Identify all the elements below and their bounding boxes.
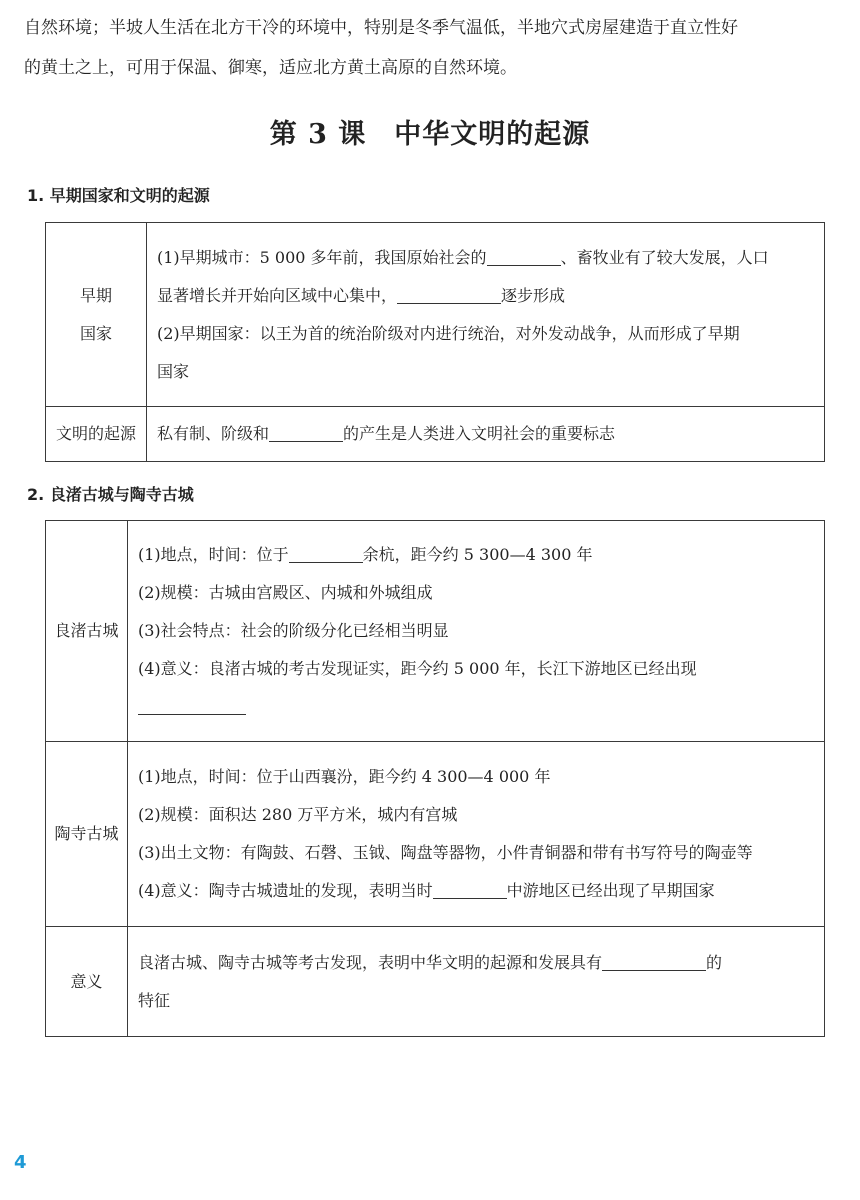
row-label-significance: 意义 bbox=[46, 927, 128, 1037]
table-row-liangzhu bbox=[46, 521, 825, 742]
civilization-text-a: 私有制、阶级和 bbox=[157, 424, 270, 443]
row-label-line-2: 国家 bbox=[79, 323, 112, 343]
liangzhu-item-4: (4)意义：良渚古城的考古发现证实，距今约 5 000 年，长江下游地区已经出现 bbox=[138, 659, 697, 678]
significance-text-b: 的 bbox=[706, 952, 723, 972]
liangzhu-item-1a: (1)地点，时间：位于 bbox=[138, 545, 289, 564]
significance-text-a: 良渚古城、陶寺古城等考古发现，表明中华文明的起源和发展具有 bbox=[138, 952, 603, 972]
fill-blank[interactable] bbox=[602, 954, 706, 971]
fill-blank[interactable] bbox=[289, 546, 363, 563]
significance-text-c: 特征 bbox=[138, 990, 171, 1010]
lesson-title: 第 3 课 中华文明的起源 bbox=[269, 119, 591, 150]
liangzhu-item-2: (2)规模：古城由宫殿区、内城和外城组成 bbox=[138, 583, 433, 602]
row-label-civilization: 文明的起源 bbox=[46, 407, 147, 462]
item-early-city-c: 显著增长并开始向区域中心集中， bbox=[157, 285, 398, 305]
section-2-heading: 2. 良渚古城与陶寺古城 bbox=[27, 485, 194, 504]
item-early-city-a: (1)早期城市：5 000 多年前，我国原始社会的 bbox=[157, 247, 487, 267]
table-row-civilization bbox=[46, 407, 825, 462]
fill-blank[interactable] bbox=[269, 425, 343, 442]
row-content-liangzhu bbox=[128, 521, 825, 742]
intro-line-2: 的黄土之上，可用于保温、御寒，适应北方黄土高原的自然环境。 bbox=[24, 58, 517, 78]
table-row-early-state bbox=[46, 223, 825, 407]
section-1-heading: 1. 早期国家和文明的起源 bbox=[27, 186, 210, 205]
fill-blank[interactable] bbox=[397, 287, 501, 304]
taosi-item-4b: 中游地区已经出现了早期国家 bbox=[506, 881, 715, 900]
item-early-city-b: 、畜牧业有了较大发展，人口 bbox=[560, 247, 769, 267]
item-early-state-a: (2)早期国家：以王为首的统治阶级对内进行统治，对外发动战争，从而形成了早期 bbox=[157, 323, 740, 343]
taosi-item-3: (3)出土文物：有陶鼓、石磬、玉钺、陶盘等器物，小件青铜器和带有书写符号的陶壶等 bbox=[138, 843, 753, 862]
taosi-item-2: (2)规模：面积达 280 万平方米，城内有宫城 bbox=[138, 805, 458, 824]
civilization-text-b: 的产生是人类进入文明社会的重要标志 bbox=[343, 424, 616, 443]
row-content-taosi bbox=[128, 742, 825, 927]
row-content-significance bbox=[128, 927, 825, 1037]
item-early-city-d: 逐步形成 bbox=[501, 285, 566, 305]
row-label-line-1: 早期 bbox=[79, 285, 112, 305]
early-state-table bbox=[45, 222, 825, 462]
row-label-early-state bbox=[46, 223, 147, 407]
fill-blank[interactable] bbox=[138, 698, 246, 715]
table-row-significance bbox=[46, 927, 825, 1037]
liangzhu-item-3: (3)社会特点：社会的阶级分化已经相当明显 bbox=[138, 621, 449, 640]
taosi-item-1: (1)地点，时间：位于山西襄汾，距今约 4 300—4 000 年 bbox=[138, 767, 551, 786]
page-number: 4 bbox=[14, 1152, 27, 1173]
row-label-taosi: 陶寺古城 bbox=[46, 742, 128, 927]
row-label-liangzhu: 良渚古城 bbox=[46, 521, 128, 742]
fill-blank[interactable] bbox=[433, 882, 507, 899]
liangzhu-item-1b: 余杭，距今约 5 300—4 300 年 bbox=[362, 545, 593, 564]
table-row-taosi bbox=[46, 742, 825, 927]
row-content-early-state bbox=[147, 223, 825, 407]
intro-paragraph bbox=[24, 8, 834, 88]
intro-line-1: 自然环境；半坡人生活在北方干冷的环境中，特别是冬季气温低，半地穴式房屋建造于直立性好 bbox=[24, 18, 738, 38]
row-content-civilization bbox=[147, 407, 825, 462]
taosi-item-4a: (4)意义：陶寺古城遗址的发现，表明当时 bbox=[138, 881, 433, 900]
fill-blank[interactable] bbox=[487, 249, 561, 266]
item-early-state-b: 国家 bbox=[157, 361, 190, 381]
ancient-cities-table bbox=[45, 520, 825, 1037]
